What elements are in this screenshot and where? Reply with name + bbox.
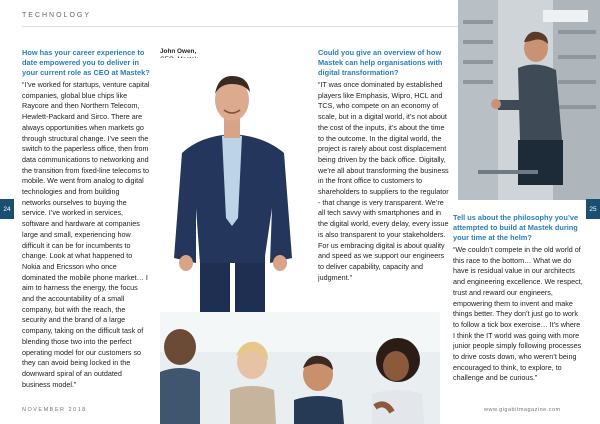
question-1: How has your career experience to date empowered you to deliver in your current role as CEO at Mastek? <box>22 48 150 77</box>
team-photo <box>160 312 440 424</box>
technician-photo <box>458 0 600 200</box>
header-rule <box>22 26 458 27</box>
footer-website: www.gigabitmagazine.com <box>484 407 561 413</box>
page-number-left: 24 <box>0 199 14 219</box>
answer-2: “IT was once dominated by established players like Emphasis, Wipro, HCL and TCS, who compete on an economy of scale, but in a digital world, it’s not about the cost of the inputs, it’s about the time to the outcome. In the digital world, the project is rarely about cost displacement being driven by the back office. Digitally, we’re all about transforming the business in the front office to customers to shareholders to suppliers to the regulator - that change is very transparent. We’re all tech savvy with smartphones and in the digital world, every delay, every issue is also transparent to your stakeholders. For us embracing digital is about quality and speed as we support our engineers to deliver capability, capacity and judgment.” <box>318 80 449 282</box>
answer-1: “I’ve worked for startups, venture capital companies, global blue chips like Raycore and then Northern Telecom, Hewlett-Packard and Sirco. There are always opportunities when markets go through structural change. I’ve seen the switch to the paperless office, then from data communications to networking and the transition from fixed-line telecoms to mobile. We went from analog to digital technologies and from building networks ourselves to buying the service. I’ve worked in services, software and hardware at companies large and small, experiencing how difficult it can be for incumbents to change. Look at what happened to Nokia and Ericsson who once dominated the mobile phone market… I aim to harness the energy, the focus and the accountability of a small company, but with the reach, the security and the brand of a large company, taking on the difficult task of blending those two into the perfect operating model for our customers so they can avoid being locked in the downward spiral of an outdated business model.” <box>22 80 150 389</box>
question-3: Tell us about the philosophy you’ve attempted to build at Mastek during your time at the helm? <box>453 213 579 242</box>
section-label: TECHNOLOGY <box>22 12 92 19</box>
caption-name: John Owen, <box>160 48 197 55</box>
question-2: Could you give an overview of how Mastek can help organisations with digital transformation? <box>318 48 443 77</box>
footer-date: NOVEMBER 2018 <box>22 407 87 413</box>
portrait-photo <box>160 58 315 313</box>
page-number-right: 25 <box>586 199 600 219</box>
answer-3: “We couldn’t compete in the old world of this race to the bottom… What we do have is residual value in our architects and engineering excellence. We respect, trust and reward our engineers, empowering them to invent and make things better. They don’t just go to work to follow a tick box exercise… It’s where I think the IT world was going with more junior people simply following processes to drive costs down, who weren’t being encouraged to think, to explore, to challenge and be curious.” <box>453 245 583 383</box>
